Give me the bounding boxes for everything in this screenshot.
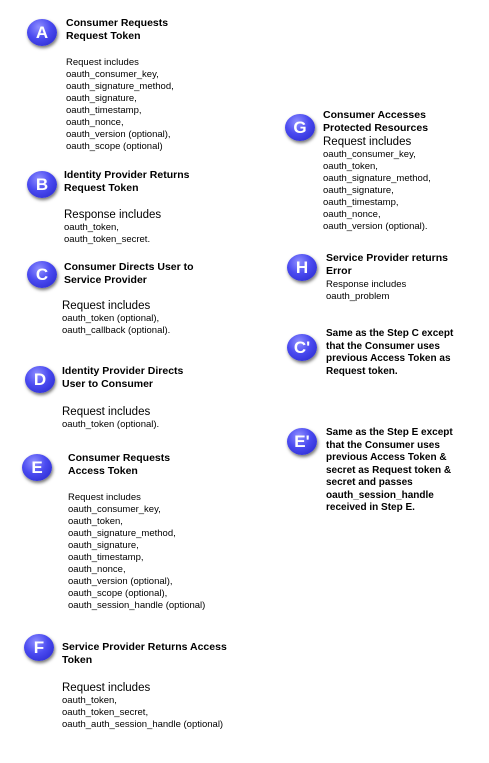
step-g-param: oauth_signature, — [323, 185, 394, 196]
step-d-lead: Request includes — [62, 406, 151, 418]
step-h-title-line2: Error — [326, 265, 352, 277]
step-e-title — [68, 452, 170, 478]
step-f-param: oauth_token_secret, — [62, 707, 149, 718]
step-e-param: oauth_version (optional), — [68, 576, 173, 587]
step-d-params — [62, 405, 159, 431]
step-e-prime-line: received in Step E. — [326, 502, 415, 513]
step-b-param: oauth_token, — [64, 222, 119, 233]
step-f-param: oauth_auth_session_handle (optional) — [62, 719, 224, 730]
step-b-params — [64, 208, 161, 246]
step-g-title — [323, 109, 428, 135]
step-f-title — [62, 641, 227, 667]
step-e-title-line2: Access Token — [68, 465, 138, 477]
step-d-param: oauth_token (optional). — [62, 419, 160, 430]
step-a-param: oauth_nonce, — [66, 117, 124, 128]
step-d-title-line2: User to Consumer — [62, 378, 154, 390]
step-c-prime-line: that the Consumer uses — [326, 340, 440, 352]
step-a-params — [66, 57, 174, 153]
step-e-param: oauth_consumer_key, — [68, 504, 161, 515]
step-d-title-line1: Identity Provider Directs — [62, 365, 184, 377]
step-g-params — [323, 135, 431, 233]
step-c-param: oauth_token (optional), — [62, 313, 160, 324]
step-g-param: oauth_consumer_key, — [323, 149, 416, 160]
step-h-title — [326, 252, 448, 278]
step-e-param: oauth_scope (optional), — [68, 588, 168, 599]
step-c-badge: C — [27, 261, 57, 288]
step-e-prime-line: oauth_session_handle — [326, 489, 434, 501]
step-b-param: oauth_token_secret. — [64, 234, 151, 245]
step-e-param: oauth_nonce, — [68, 564, 126, 575]
step-g-param: oauth_version (optional). — [323, 221, 428, 232]
step-d-badge: D — [25, 366, 55, 393]
step-e-prime-line: secret as Request token & — [326, 464, 452, 476]
step-f-params — [62, 681, 223, 731]
step-g-title-line1: Consumer Accesses — [323, 109, 426, 121]
step-e-title-line1: Consumer Requests — [68, 452, 171, 464]
step-h-title-line1: Service Provider returns — [326, 252, 448, 264]
step-a-param: oauth_signature, — [66, 93, 137, 104]
step-f-title-line2: Token — [62, 654, 93, 666]
step-a-param: oauth_consumer_key, — [66, 69, 159, 80]
step-c-params — [62, 299, 170, 337]
step-f-title-line1: Service Provider Returns Access — [62, 641, 227, 653]
step-h-badge: H — [287, 254, 317, 281]
step-e-param: oauth_signature, — [68, 540, 139, 551]
step-e-lead: Request includes — [68, 492, 141, 503]
step-c-title-line2: Service Provider — [64, 274, 147, 286]
step-b-title — [64, 169, 189, 195]
step-a-badge: A — [27, 19, 57, 46]
step-e-prime-line: that the Consumer uses — [326, 439, 440, 451]
step-e-prime-line: Same as the Step E except — [326, 427, 453, 438]
step-b-badge: B — [27, 171, 57, 198]
step-e-param: oauth_timestamp, — [68, 552, 144, 563]
step-g-param: oauth_token, — [323, 161, 378, 172]
step-e-param: oauth_token, — [68, 516, 123, 527]
step-e-prime-line: previous Access Token & — [326, 452, 447, 463]
step-g-badge: G — [285, 114, 315, 141]
step-g-lead: Request includes — [323, 136, 412, 148]
step-e-badge: E — [22, 454, 52, 481]
step-c-param: oauth_callback (optional). — [62, 325, 171, 336]
step-c-title-line1: Consumer Directs User to — [64, 261, 194, 273]
step-a-title-line1: Consumer Requests — [66, 17, 169, 29]
step-h-lead: Response includes — [326, 279, 407, 290]
step-g-title-line2: Protected Resources — [323, 122, 429, 134]
step-c-prime-line: previous Access Token as — [326, 353, 451, 364]
step-c-lead: Request includes — [62, 300, 151, 312]
step-g-param: oauth_timestamp, — [323, 197, 399, 208]
step-e-param: oauth_session_handle (optional) — [68, 600, 206, 611]
step-c-prime-description — [326, 328, 453, 378]
step-e-prime-description — [326, 427, 453, 515]
step-e-param: oauth_signature_method, — [68, 528, 176, 539]
step-h-params — [326, 279, 406, 303]
step-a-lead: Request includes — [66, 57, 139, 68]
step-g-param: oauth_signature_method, — [323, 173, 431, 184]
step-e-params — [68, 492, 205, 612]
step-f-param: oauth_token, — [62, 695, 117, 706]
step-a-title — [66, 17, 168, 43]
step-f-badge: F — [24, 634, 54, 661]
step-a-param: oauth_timestamp, — [66, 105, 142, 116]
step-h-param: oauth_problem — [326, 291, 390, 302]
step-c-prime-line: Request token. — [326, 365, 398, 377]
step-a-param: oauth_signature_method, — [66, 81, 174, 92]
step-d-title — [62, 365, 183, 391]
step-f-lead: Request includes — [62, 682, 151, 694]
step-g-param: oauth_nonce, — [323, 209, 381, 220]
step-a-param: oauth_version (optional), — [66, 129, 171, 140]
step-c-prime-line: Same as the Step C except — [326, 328, 454, 339]
step-b-title-line1: Identity Provider Returns — [64, 169, 190, 181]
step-e-prime-badge: E' — [287, 428, 317, 455]
step-b-title-line2: Request Token — [64, 182, 139, 194]
step-a-title-line2: Request Token — [66, 30, 141, 42]
step-a-param: oauth_scope (optional) — [66, 141, 163, 152]
step-e-prime-line: secret and passes — [326, 477, 413, 488]
step-b-lead: Response includes — [64, 209, 162, 221]
step-c-prime-badge: C' — [287, 334, 317, 361]
step-c-title — [64, 261, 194, 287]
